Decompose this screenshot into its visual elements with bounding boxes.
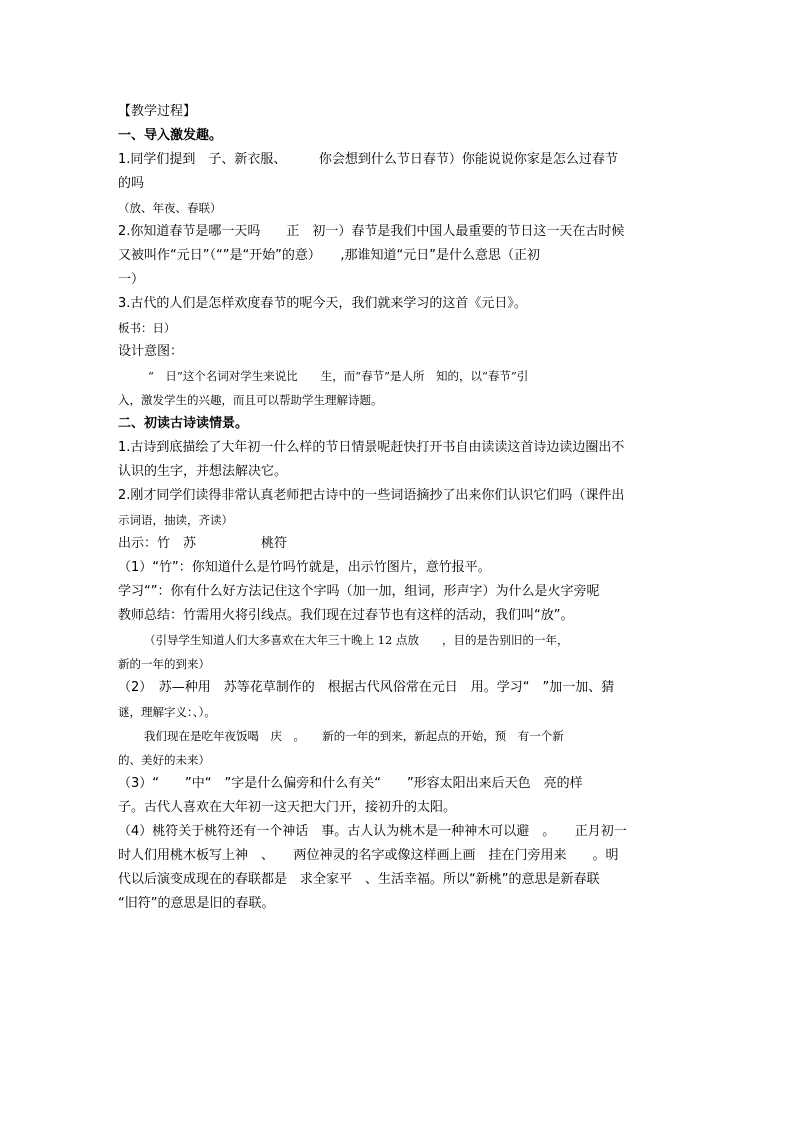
text-line: 又被叫作“元日”（“”是“开始”的意） ,那谁知道“元日”是什么意思（正初 xyxy=(118,248,541,263)
text-line: 1.同学们提到 子、新衣服、 你会想到什么节日春节）你能说说你家是怎么过春节 xyxy=(118,152,618,167)
text-line: 新的一年的到来） xyxy=(118,657,210,671)
text-line: （2） 苏—种用 苏等花草制作的 根据古代风俗常在元日 用。学习“ ”加一加、猜 xyxy=(118,680,615,695)
section-heading-teaching-process: 【教学过程】 xyxy=(118,104,197,119)
text-line: 时人们用桃木板写上神 、 两位神灵的名字或像这样画上画 挂在门旁用来 。明 xyxy=(118,848,619,863)
lesson-plan-body xyxy=(118,100,678,916)
text-line: （1）“竹”：你知道什么是竹吗竹就是，出示竹图片，意竹报平。 xyxy=(118,560,491,575)
text-line: 出示：竹 苏 桃符 xyxy=(118,536,288,551)
text-line: 子。古代人喜欢在大年初一这天把大门开，接初升的太阳。 xyxy=(118,800,457,815)
design-intent-label: 设计意图： xyxy=(118,344,184,359)
text-line: 一） xyxy=(118,272,145,287)
text-line: 谜，理解字义：、）。 xyxy=(118,705,216,719)
text-line: 1.古诗到底描绘了大年初一什么样的节日情景呢赶快打开书自由读读这首诗边读边圈出不 xyxy=(118,440,625,455)
text-line: “ 日”这个名词对学生来说比 生，而“春节”是人所 知的，以“春节”引 xyxy=(148,369,529,383)
text-line: （引导学生知道人们大多喜欢在大年三十晚上 12 点放 ，目的是告别旧的一年， xyxy=(144,633,569,647)
text-line: （4）桃符关于桃符还有一个神话 事。古人认为桃木是一种神木可以避 。 正月初一 xyxy=(118,824,627,839)
text-line: 3.古代的人们是怎样欢度春节的呢今天，我们就来学习的这首《元日》。 xyxy=(118,296,527,311)
text-line: 代以后演变成现在的春联都是 求全家平 、生活幸福。所以“新桃”的意思是新春联 xyxy=(118,872,600,887)
text-line: 的吗 xyxy=(118,176,145,191)
heading-intro: 一、导入激发趣。 xyxy=(118,128,223,143)
text-line: 认识的生字，并想法解决它。 xyxy=(118,464,288,479)
text-line: 学习“”：你有什么好方法记住这个字吗（加一加，组词，形声字）为什么是火字旁呢 xyxy=(118,584,600,599)
text-line: 2.你知道春节是哪一天吗 正 初一）春节是我们中国人最重要的节日这一天在古时候 xyxy=(118,224,625,239)
text-line: 示词语，抽读，齐读） xyxy=(118,513,233,527)
text-line: 入，激发学生的兴趣，而且可以帮助学生理解诗题。 xyxy=(118,393,383,407)
text-line: 板书：日） xyxy=(118,321,176,335)
text-line: “旧符”的意思是旧的春联。 xyxy=(118,896,275,911)
text-line: （放、年夜、春联） xyxy=(118,201,222,215)
text-line: 我们现在是吃年夜饭喝 庆 。 新的一年的到来，新起点的开始，预 有一个新 xyxy=(144,729,564,743)
text-line: 2.刚才同学们读得非常认真老师把古诗中的一些词语摘抄了出来你们认识它们吗（课件出 xyxy=(118,488,625,503)
text-line: （3）“ ”中“ ”字是什么偏旁和什么有关“ ”形容太阳出来后天色 亮的样 xyxy=(118,776,583,791)
text-line: 教师总结：竹需用火将引线点。我们现在过春节也有这样的活动，我们叫“放”。 xyxy=(118,608,574,623)
text-line: 的、美好的未来） xyxy=(118,753,210,767)
heading-first-reading: 二、初读古诗读情景。 xyxy=(118,416,249,431)
